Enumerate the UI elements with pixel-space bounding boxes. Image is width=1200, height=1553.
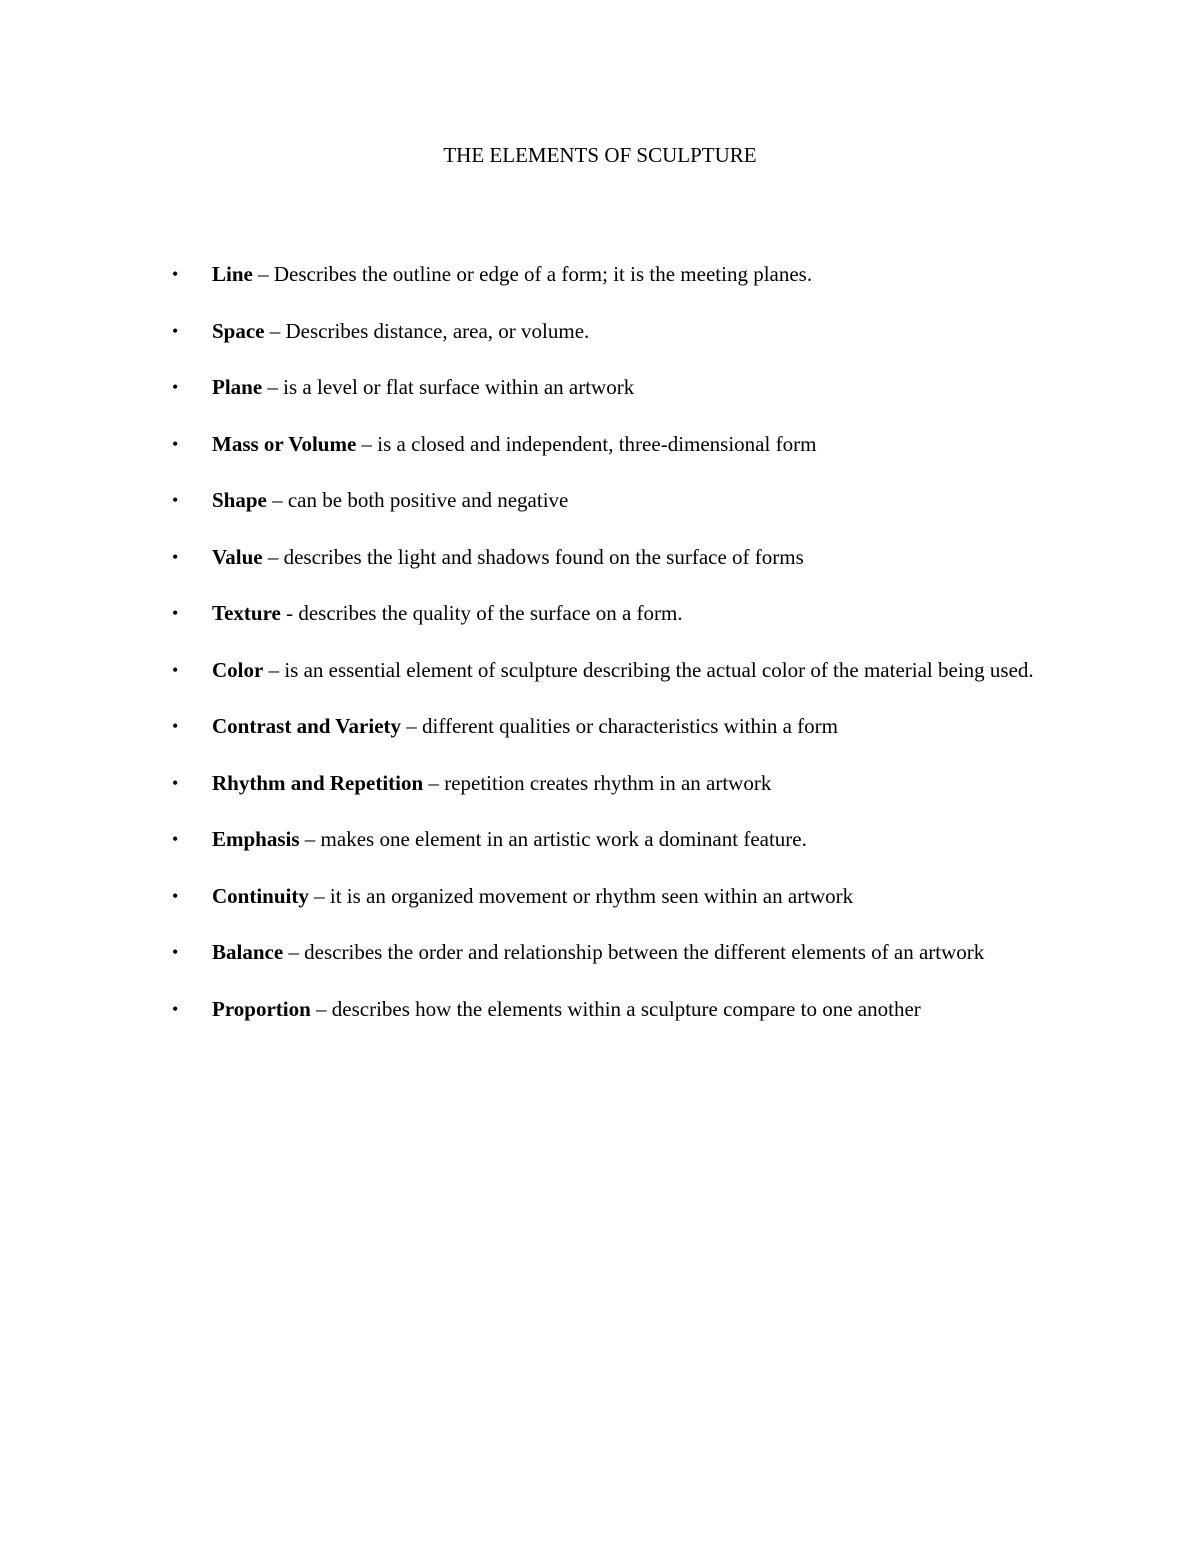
element-description: – Describes the outline or edge of a form; it is the meeting planes.: [252, 262, 813, 286]
list-item: [170, 480, 1058, 521]
list-item: [170, 537, 1058, 578]
list-item: [170, 254, 1058, 295]
bullet-icon: •: [172, 716, 179, 736]
element-term: Color: [212, 657, 264, 682]
bullet-icon: •: [172, 829, 179, 849]
list-item: [170, 932, 1058, 973]
bullet-icon: •: [172, 603, 179, 623]
element-term: Shape: [212, 488, 267, 512]
bullet-icon: •: [172, 377, 179, 397]
list-item: [170, 367, 1058, 408]
element-term: Proportion: [212, 996, 311, 1021]
bullet-icon: •: [172, 320, 179, 341]
list-item: [170, 819, 1058, 860]
element-term: Mass or Volume: [212, 431, 357, 456]
bullet-icon: •: [172, 772, 179, 793]
element-description: – is a closed and independent, three-dimensional form: [356, 431, 817, 456]
element-term: Space: [212, 318, 265, 343]
element-description: - describes the quality of the surface on a form.: [280, 601, 683, 625]
element-term: Emphasis: [212, 827, 300, 851]
bullet-icon: •: [172, 264, 179, 284]
element-description: – repetition creates rhythm in an artwork: [423, 770, 772, 795]
elements-list: [170, 254, 1058, 1045]
element-term: Value: [212, 544, 263, 569]
list-item: [170, 593, 1058, 634]
list-item: [170, 424, 1058, 465]
element-term: Continuity: [212, 883, 309, 908]
bullet-icon: •: [172, 546, 179, 567]
bullet-icon: •: [172, 942, 179, 962]
element-description: – describes the light and shadows found on the surface of forms: [262, 544, 804, 569]
element-description: – it is an organized movement or rhythm seen within an artwork: [308, 883, 854, 908]
element-term: Line: [212, 262, 253, 286]
list-item: [170, 763, 1058, 804]
element-description: – describes how the elements within a sculpture compare to one another: [310, 996, 921, 1021]
bullet-icon: •: [172, 659, 179, 680]
bullet-icon: •: [172, 885, 179, 906]
element-description: – describes the order and relationship between the different elements of an artwork: [283, 940, 985, 964]
element-description: – Describes distance, area, or volume.: [264, 318, 590, 343]
list-item: [170, 706, 1058, 747]
element-description: – different qualities or characteristics within a form: [401, 714, 838, 738]
bullet-icon: •: [172, 490, 179, 510]
list-item: [170, 989, 1058, 1030]
element-term: Balance: [212, 940, 284, 964]
list-item: [170, 311, 1058, 352]
element-description: – can be both positive and negative: [266, 488, 569, 512]
element-description: – is a level or flat surface within an artwork: [262, 375, 635, 399]
element-term: Contrast and Variety: [212, 714, 402, 738]
list-item: [170, 876, 1058, 917]
element-term: Plane: [212, 375, 263, 399]
list-item: [170, 650, 1058, 691]
element-description: – is an essential element of sculpture describing the actual color of the material being used.: [263, 657, 1034, 682]
element-description: – makes one element in an artistic work a dominant feature.: [299, 827, 807, 851]
document-title: THE ELEMENTS OF SCULPTURE: [443, 143, 757, 167]
element-term: Rhythm and Repetition: [212, 770, 424, 795]
bullet-icon: •: [172, 433, 179, 454]
bullet-icon: •: [172, 998, 179, 1019]
element-term: Texture: [212, 601, 281, 625]
